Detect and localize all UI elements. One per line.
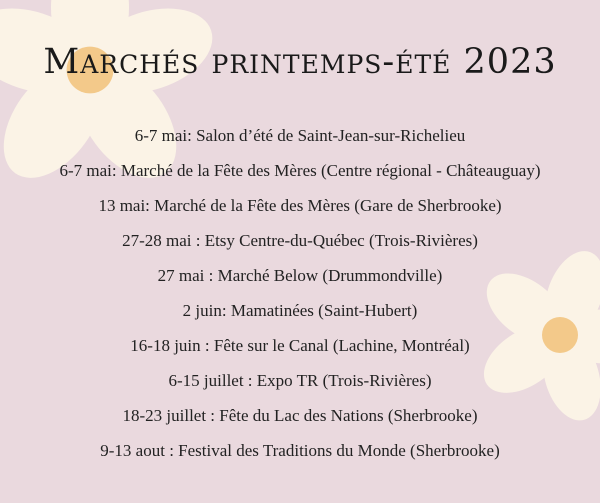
list-item: 6-7 mai: Salon d’été de Saint-Jean-sur-Richelieu (134, 126, 466, 145)
page-title: Marchés printemps-été 2023 (43, 42, 557, 82)
event-list (0, 118, 600, 468)
list-item: 16-18 juin : Fête sur le Canal (Lachine, Montréal) (130, 336, 470, 355)
list-item: 6-15 juillet : Expo TR (Trois-Rivières) (168, 371, 432, 390)
list-item: 13 mai: Marché de la Fête des Mères (Gare de Sherbrooke) (98, 196, 502, 215)
list-item: 18-23 juillet : Fête du Lac des Nations (Sherbrooke) (122, 406, 478, 425)
list-item: 27-28 mai : Etsy Centre-du-Québec (Trois-Rivières) (122, 231, 478, 250)
list-item: 2 juin: Mamatinées (Saint-Hubert) (182, 301, 418, 320)
list-item: 6-7 mai: Marché de la Fête des Mères (Centre régional - Châteauguay) (59, 161, 541, 180)
list-item: 9-13 aout : Festival des Traditions du Monde (Sherbrooke) (100, 441, 500, 460)
list-item: 27 mai : Marché Below (Drummondville) (157, 266, 443, 285)
